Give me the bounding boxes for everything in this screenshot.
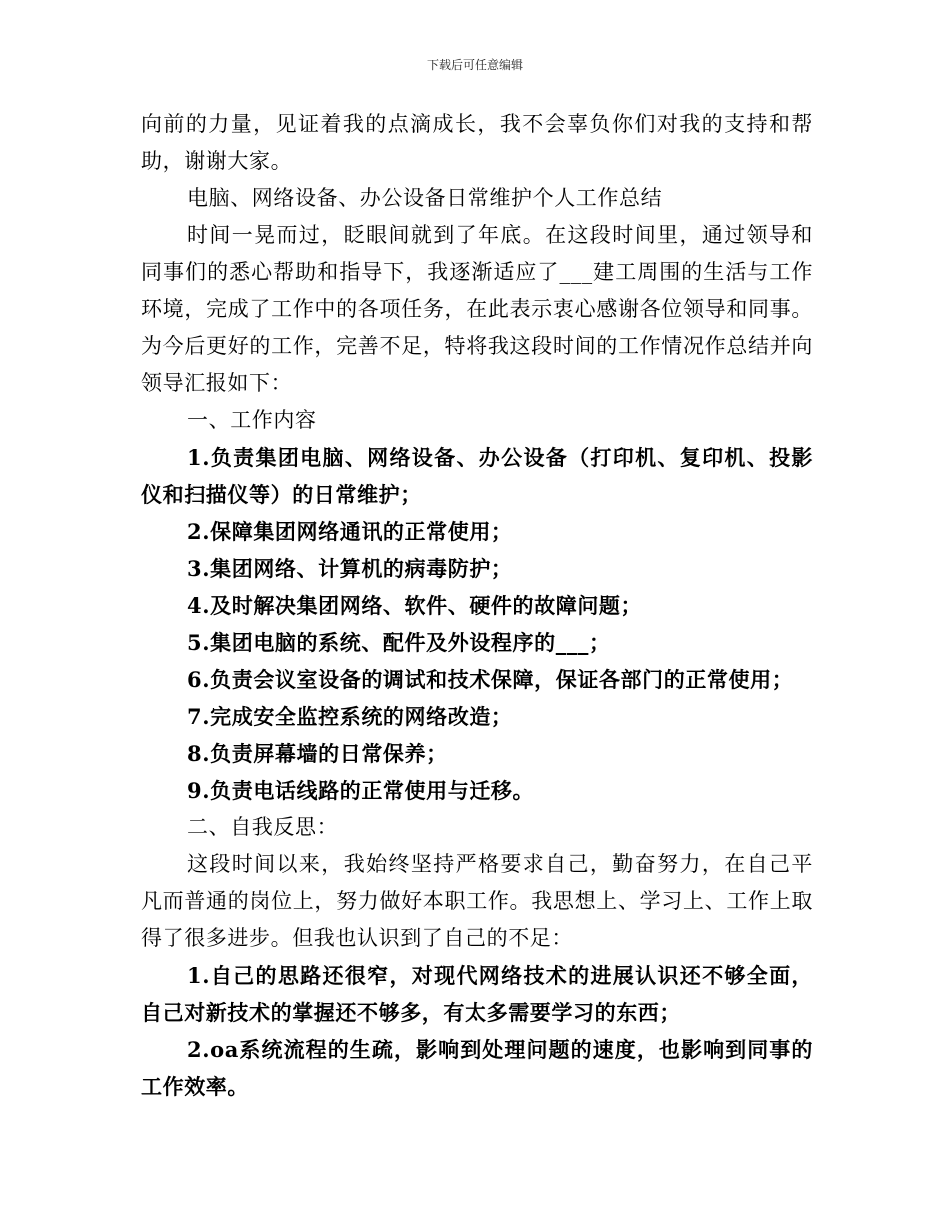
list-item: 7.完成安全监控系统的网络改造； bbox=[187, 704, 513, 729]
list-item: 6.负责会议室设备的调试和技术保障，保证各部门的正常使用； bbox=[187, 667, 794, 692]
list-item: 2.保障集团网络通讯的正常使用； bbox=[187, 519, 513, 544]
document-body bbox=[141, 106, 813, 1105]
section-title: 电脑、网络设备、办公设备日常维护个人工作总结 bbox=[187, 186, 663, 210]
list-item: 3.集团网络、计算机的病毒防护； bbox=[187, 556, 513, 581]
intro-paragraph: 时间一晃而过，眨眼间就到了年底。在这段时间里，通过领导和同事们的悉心帮助和指导下，我逐渐适应了___建工周围的生活与工作环境，完成了工作中的各项任务，在此表示衷心感谢各位领导和同事。为今后更好的工作，完善不足，特将我这段时间的工作情况作总结并向领导汇报如下： bbox=[141, 223, 813, 395]
list-item: 4.及时解决集团网络、软件、硬件的故障问题； bbox=[187, 593, 643, 618]
list-item: 5.集团电脑的系统、配件及外设程序的___； bbox=[187, 630, 611, 655]
list-item: 1.自己的思路还很窄，对现代网络技术的进展认识还不够全面，自己对新技术的掌握还不够多，有太多需要学习的东西； bbox=[141, 963, 813, 1025]
heading-work-content: 一、工作内容 bbox=[187, 408, 317, 432]
reflection-paragraph: 这段时间以来，我始终坚持严格要求自己，勤奋努力，在自己平凡而普通的岗位上，努力做好本职工作。我思想上、学习上、工作上取得了很多进步。但我也认识到了自己的不足： bbox=[141, 852, 813, 950]
paragraph-continuation: 向前的力量，见证着我的点滴成长，我不会辜负你们对我的支持和帮助，谢谢大家。 bbox=[141, 112, 813, 173]
list-item: 8.负责屏幕墙的日常保养； bbox=[187, 741, 448, 766]
list-item: 1.负责集团电脑、网络设备、办公设备（打印机、复印机、投影仪和扫描仪等）的日常维护； bbox=[141, 445, 813, 507]
list-item: 9.负责电话线路的正常使用与迁移。 bbox=[187, 778, 535, 803]
page-header: 下载后可任意编辑 bbox=[426, 58, 523, 72]
list-item: 2.oa系统流程的生疏，影响到处理问题的速度，也影响到同事的工作效率。 bbox=[141, 1037, 813, 1099]
heading-self-reflection: 二、自我反思： bbox=[187, 815, 339, 839]
